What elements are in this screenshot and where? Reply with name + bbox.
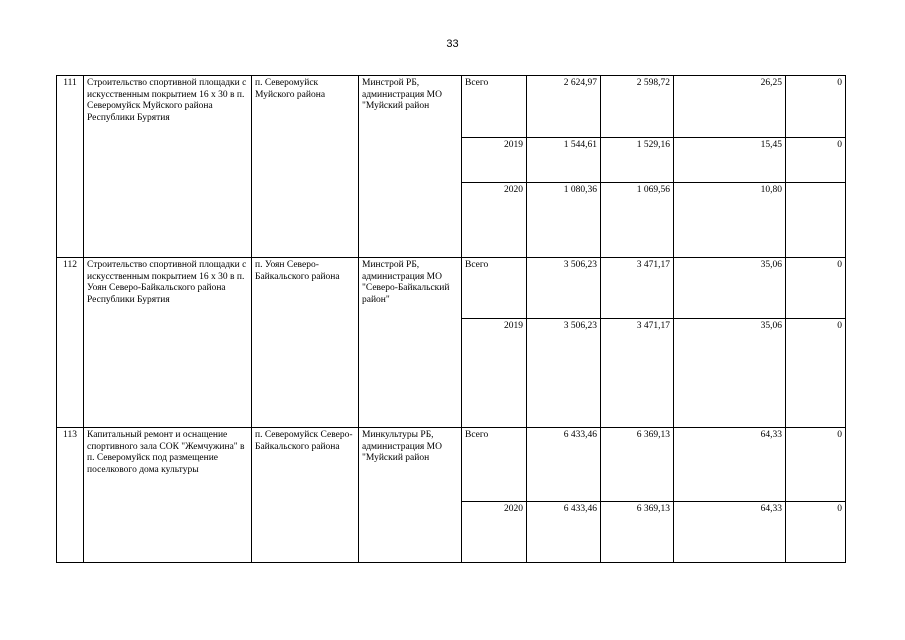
value-cell: 64,33 — [674, 502, 786, 563]
object-name: Строительство спортивной площадки с искусственным покрытием 16 х 30 в п. Северомуйск Муйского района Республики Бурятия — [84, 76, 252, 258]
value-cell: 0 — [786, 319, 846, 428]
row-number: 112 — [57, 258, 84, 428]
total-cell: 1 544,61 — [527, 138, 601, 183]
value-cell: 10,80 — [674, 183, 786, 258]
period-cell: 2020 — [462, 502, 527, 563]
period-cell: Всего — [462, 76, 527, 138]
object-location: п. Северомуйск Муйского района — [252, 76, 359, 258]
value-cell: 1 529,16 — [601, 138, 674, 183]
period-cell: Всего — [462, 258, 527, 319]
total-cell: 1 080,36 — [527, 183, 601, 258]
total-cell: 6 433,46 — [527, 428, 601, 502]
value-cell: 0 — [786, 138, 846, 183]
object-executor: Минкультуры РБ, администрация МО "Муйский район — [359, 428, 462, 563]
total-cell: 3 506,23 — [527, 258, 601, 319]
table-row — [57, 258, 846, 319]
value-cell: 26,25 — [674, 76, 786, 138]
object-location: п. Уоян Северо-Байкальского района — [252, 258, 359, 428]
value-cell: 35,06 — [674, 258, 786, 319]
period-cell: 2020 — [462, 183, 527, 258]
row-number: 113 — [57, 428, 84, 563]
period-cell: 2019 — [462, 319, 527, 428]
object-name: Капитальный ремонт и оснащение спортивного зала СОК "Жемчужина" в п. Северомуйск под размещение поселкового дома культуры — [84, 428, 252, 563]
project-table — [56, 75, 846, 563]
total-cell: 6 433,46 — [527, 502, 601, 563]
object-executor: Минстрой РБ, администрация МО "Северо-Байкальский район" — [359, 258, 462, 428]
value-cell: 3 471,17 — [601, 258, 674, 319]
object-name: Строительство спортивной площадки с искусственным покрытием 16 х 30 в п. Уоян Северо-Байкальского района Республики Бурятия — [84, 258, 252, 428]
value-cell: 64,33 — [674, 428, 786, 502]
value-cell: 3 471,17 — [601, 319, 674, 428]
value-cell: 2 598,72 — [601, 76, 674, 138]
total-cell: 3 506,23 — [527, 319, 601, 428]
value-cell: 15,45 — [674, 138, 786, 183]
value-cell — [786, 183, 846, 258]
value-cell: 6 369,13 — [601, 428, 674, 502]
period-cell: 2019 — [462, 138, 527, 183]
table-row — [57, 428, 846, 502]
value-cell: 0 — [786, 258, 846, 319]
value-cell: 0 — [786, 76, 846, 138]
value-cell: 35,06 — [674, 319, 786, 428]
row-number: 111 — [57, 76, 84, 258]
total-cell: 2 624,97 — [527, 76, 601, 138]
value-cell: 6 369,13 — [601, 502, 674, 563]
value-cell: 0 — [786, 502, 846, 563]
object-location: п. Северомуйск Северо-Байкальского района — [252, 428, 359, 563]
object-executor: Минстрой РБ, администрация МО "Муйский район — [359, 76, 462, 258]
page-number: 33 — [446, 38, 459, 50]
table-row — [57, 76, 846, 138]
period-cell: Всего — [462, 428, 527, 502]
value-cell: 1 069,56 — [601, 183, 674, 258]
value-cell: 0 — [786, 428, 846, 502]
